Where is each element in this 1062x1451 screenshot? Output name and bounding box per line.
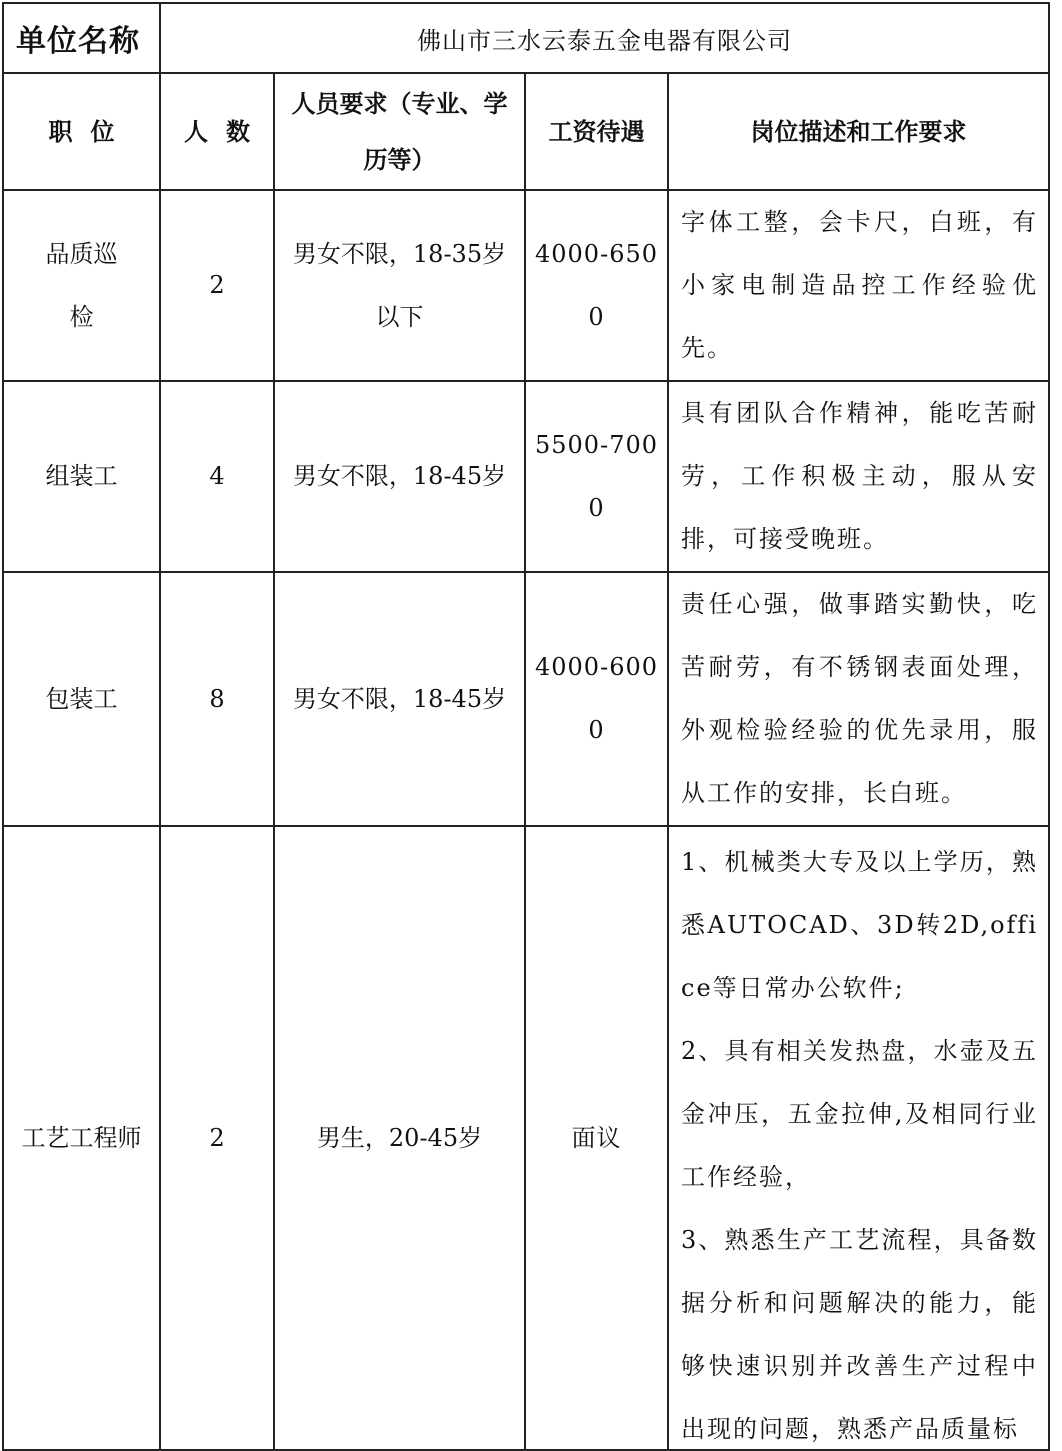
position-cell: 组装工 — [3, 381, 160, 572]
description-text: 具有团队合作精神，能吃苦耐劳，工作积极主动，服从安排，可接受晚班。 — [681, 399, 1038, 553]
description-cell — [668, 572, 1049, 826]
description-item: 1、机械类大专及以上学历，熟悉AUTOCAD、3D转2D,office等日常办公软件; — [681, 848, 1038, 1002]
table-row — [3, 381, 1049, 572]
header-description: 岗位描述和工作要求 — [668, 73, 1049, 190]
count-cell: 8 — [160, 572, 274, 826]
company-name: 佛山市三水云泰五金电器有限公司 — [160, 3, 1049, 73]
salary-cell: 4000-6000 — [525, 572, 668, 826]
count-cell: 2 — [160, 826, 274, 1450]
unit-label: 单位名称 — [3, 3, 160, 73]
table-row — [3, 826, 1049, 1450]
requirements-cell: 男女不限，18-35岁以下 — [274, 190, 525, 381]
count-cell: 2 — [160, 190, 274, 381]
count-cell: 4 — [160, 381, 274, 572]
description-item: 2、具有相关发热盘，水壶及五金冲压，五金拉伸,及相同行业工作经验， — [681, 1037, 1038, 1191]
header-requirements: 人员要求（专业、学历等） — [274, 73, 525, 190]
description-cell — [668, 190, 1049, 381]
table-row — [3, 572, 1049, 826]
requirements-cell: 男女不限，18-45岁 — [274, 381, 525, 572]
description-text: 字体工整，会卡尺，白班，有小家电制造品控工作经验优先。 — [681, 208, 1038, 362]
header-position: 职位 — [3, 73, 160, 190]
header-count: 人数 — [160, 73, 274, 190]
position-cell: 包装工 — [3, 572, 160, 826]
unit-row — [3, 3, 1049, 73]
requirements-cell: 男女不限，18-45岁 — [274, 572, 525, 826]
description-item: 3、熟悉生产工艺流程，具备数据分析和问题解决的能力，能够快速识别并改善生产过程中出现的问题，熟悉产品质量标 — [681, 1226, 1038, 1443]
description-text: 责任心强，做事踏实勤快，吃苦耐劳，有不锈钢表面处理，外观检验经验的优先录用，服从工作的安排，长白班。 — [681, 590, 1038, 807]
table-row — [3, 190, 1049, 381]
salary-cell: 面议 — [525, 826, 668, 1450]
salary-cell: 4000-6500 — [525, 190, 668, 381]
job-table — [2, 2, 1050, 1451]
position-cell: 品质巡检 — [3, 190, 160, 381]
header-salary: 工资待遇 — [525, 73, 668, 190]
salary-cell: 5500-7000 — [525, 381, 668, 572]
description-cell — [668, 381, 1049, 572]
description-cell — [668, 826, 1049, 1450]
requirements-cell: 男生，20-45岁 — [274, 826, 525, 1450]
header-row — [3, 73, 1049, 190]
position-cell: 工艺工程师 — [3, 826, 160, 1450]
